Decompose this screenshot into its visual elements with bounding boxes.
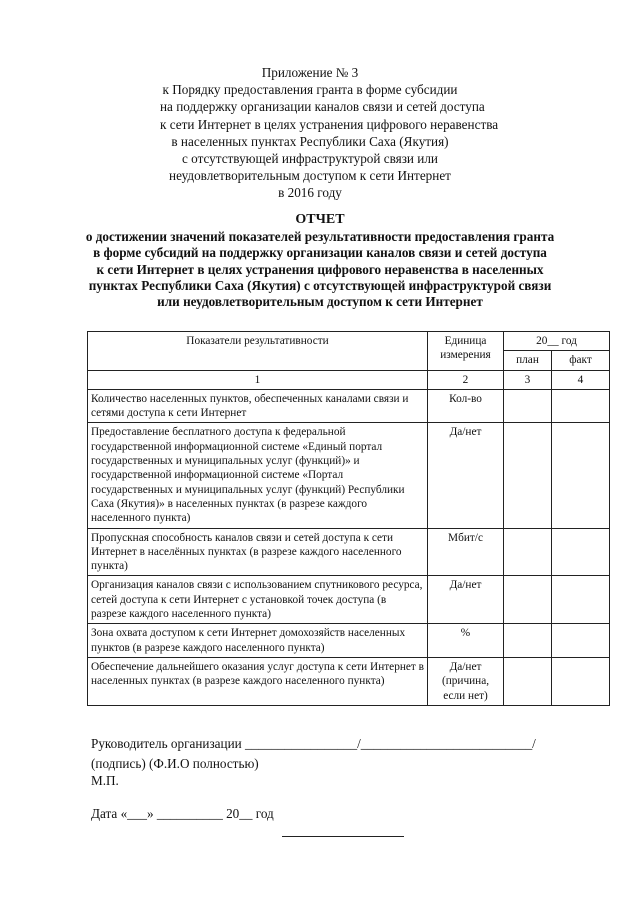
column-number: 3 — [504, 370, 552, 389]
report-title-line: пунктах Республики Саха (Якутия) с отсутствующей инфраструктурой связи — [88, 277, 552, 293]
report-table — [87, 331, 610, 706]
header-year: 20__ год — [504, 332, 610, 351]
report-title-line: в форме субсидий на поддержку организации каналов связи и сетей доступа — [93, 245, 547, 261]
signature-caption: (подпись) (Ф.И.О полностью) — [91, 756, 259, 771]
appendix-line: с отсутствующей инфраструктурой связи или — [182, 151, 438, 167]
table-header-row — [88, 332, 610, 351]
report-title — [40, 212, 600, 310]
appendix-line: в 2016 году — [278, 185, 342, 201]
fact-cell[interactable] — [552, 576, 610, 624]
plan-cell[interactable] — [504, 657, 552, 705]
unit-cell: Мбит/с — [428, 528, 504, 576]
unit-cell: % — [428, 624, 504, 658]
plan-cell[interactable] — [504, 423, 552, 528]
table-row — [88, 624, 610, 658]
date-line: Дата «___» __________ 20__ год — [91, 806, 274, 821]
header-indicators: Показатели результативности — [88, 332, 428, 371]
unit-cell: Да/нет — [428, 576, 504, 624]
unit-cell: Да/нет — [428, 423, 504, 528]
indicator-cell: Предоставление бесплатного доступа к федеральной государственной информационной системе «Единый портал государственных и муниципальных услуг (функций)» и государственной информационной системе «Портал государственных и муниципальных услуг (функций) Республики Саха (Якутия)» в населенных пунктах (в разрезе каждого населенного пункта) — [88, 423, 428, 528]
indicator-cell: Обеспечение дальнейшего оказания услуг доступа к сети Интернет в населенных пунктах (в разрезе каждого населенного пункта) — [88, 657, 428, 705]
table-row — [88, 657, 610, 705]
fact-cell[interactable] — [552, 389, 610, 423]
report-title-main: ОТЧЕТ — [295, 212, 345, 227]
plan-cell[interactable] — [504, 528, 552, 576]
indicator-cell: Зона охвата доступом к сети Интернет домохозяйств населенных пунктов (в разрезе каждого населенного пункта) — [88, 624, 428, 658]
fact-cell[interactable] — [552, 657, 610, 705]
fact-cell[interactable] — [552, 423, 610, 528]
appendix-line: Приложение № 3 — [261, 65, 359, 80]
fact-cell[interactable] — [552, 624, 610, 658]
stamp-label: М.П. — [91, 773, 119, 788]
plan-cell[interactable] — [504, 389, 552, 423]
indicator-cell: Количество населенных пунктов, обеспеченных каналами связи и сетями доступа к сети Интернет — [88, 389, 428, 423]
report-title-line: к сети Интернет в целях устранения цифрового неравенства в населенных — [96, 261, 544, 277]
indicator-cell: Пропускная способность каналов связи и сетей доступа к сети Интернет в населённых пунктах (в разрезе каждого населенного пункта) — [88, 528, 428, 576]
indicator-cell: Организация каналов связи с использованием спутникового ресурса, сетей доступа к сети Интернет с установкой точек доступа (в разрезе каждого населенного пункта) — [88, 576, 428, 624]
column-number: 1 — [88, 370, 428, 389]
appendix-line: к Порядку предоставления гранта в форме субсидии — [162, 82, 458, 98]
report-title-line: о достижении значений показателей результативности предоставления гранта — [85, 229, 555, 245]
appendix-header — [160, 64, 499, 202]
appendix-line: неудовлетворительным доступом к сети Интернет — [169, 168, 451, 184]
header-fact: факт — [552, 351, 610, 370]
column-number: 4 — [552, 370, 610, 389]
table-row — [88, 576, 610, 624]
appendix-line: в населенных пунктах Республики Саха (Якутия) — [171, 133, 449, 149]
header-unit: Единица измерения — [428, 332, 504, 371]
table-row — [88, 389, 610, 423]
plan-cell[interactable] — [504, 624, 552, 658]
report-title-line: или неудовлетворительным доступом к сети Интернет — [157, 294, 483, 310]
table-number-row — [88, 370, 610, 389]
unit-cell: Да/нет (причина, если нет) — [428, 657, 504, 705]
signature-underline — [282, 836, 404, 837]
header-plan: план — [504, 351, 552, 370]
fact-cell[interactable] — [552, 528, 610, 576]
column-number: 2 — [428, 370, 504, 389]
head-signature-line: Руководитель организации _________________/__________________________/ — [91, 736, 536, 751]
appendix-line: на поддержку организации каналов связи и сетей доступа — [160, 99, 485, 115]
appendix-line: к сети Интернет в целях устранения цифрового неравенства — [160, 116, 499, 132]
unit-cell: Кол-во — [428, 389, 504, 423]
table-row — [88, 528, 610, 576]
plan-cell[interactable] — [504, 576, 552, 624]
table-row — [88, 423, 610, 528]
